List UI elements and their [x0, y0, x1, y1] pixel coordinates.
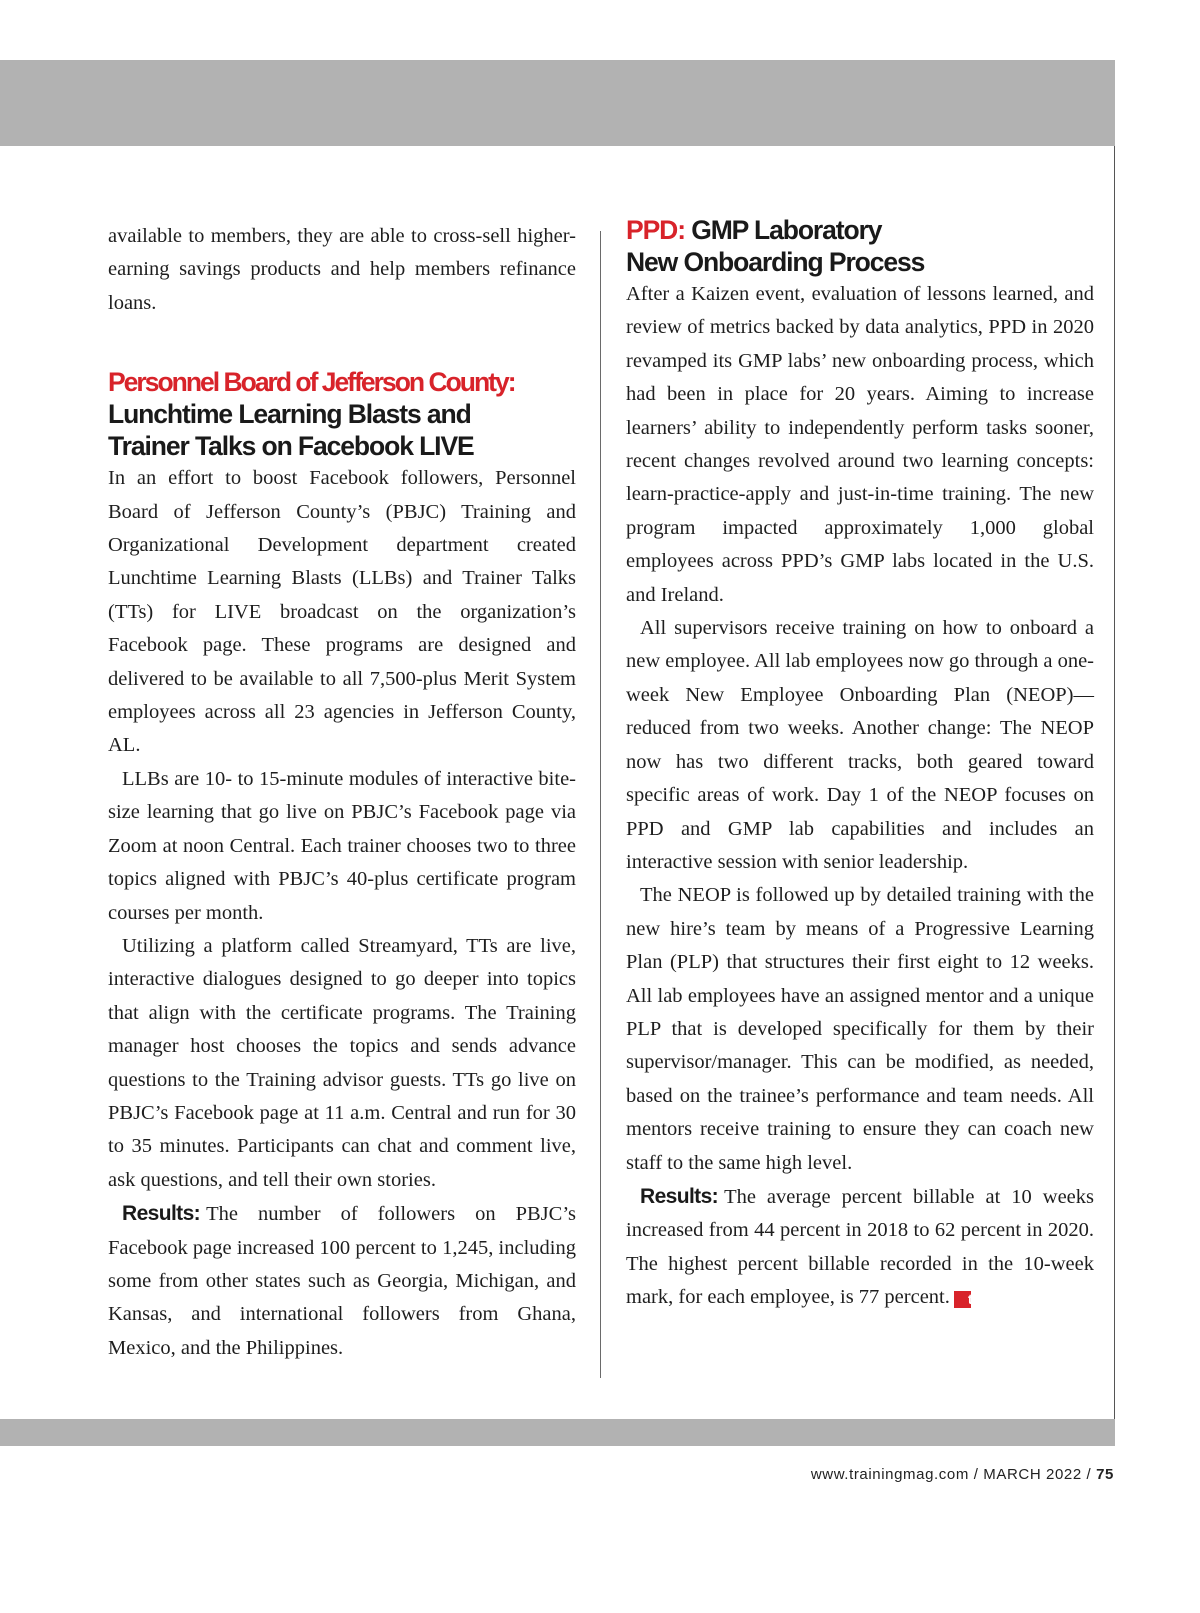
right-heading-line-1: GMP Laboratory [691, 215, 882, 245]
right-organization-name: PPD: [626, 215, 685, 245]
right-paragraph-2: All supervisors receive training on how to onboard a new employee. All lab employees now go through a one-week New Employee Onboarding Plan (NEOP)—reduced from two weeks. Another change: The NEOP now has two different tracks, both geared toward specific areas of work. Day 1 of the NEOP focuses on PPD and GMP lab capabilities and includes an interactive session with senior leadership. [626, 617, 1094, 873]
left-column [108, 220, 576, 1365]
page-number: 75 [1096, 1466, 1114, 1483]
right-results-text: The average percent billable at 10 weeks increased from 44 percent in 2018 to 62 percent in 2020. The highest percent billable recorded in the 10-week mark, for each employee, is 77 percent. [626, 1185, 1094, 1309]
end-of-article-icon: t [954, 1291, 971, 1308]
left-section-heading [108, 366, 576, 462]
right-paragraph-3: The NEOP is followed up by detailed training with the new hire’s team by means of a Progressive Learning Plan (PLP) that structures their first eight to 12 weeks. All lab employees have an assigned mentor and a unique PLP that is developed specifically for them by their supervisor/manager. This can be modified, as needed, based on the trainee’s performance and team needs. All mentors receive training to ensure they can coach new staff to the same high level. [626, 884, 1094, 1174]
right-results-paragraph [626, 1180, 1094, 1315]
right-section-heading [626, 214, 1094, 278]
column-divider [600, 231, 601, 1378]
left-results-paragraph [108, 1197, 576, 1365]
footer-site-and-issue: www.trainingmag.com / MARCH 2022 / [810, 1466, 1092, 1483]
right-paragraph-1: After a Kaizen event, evaluation of lessons learned, and review of metrics backed by data analytics, PPD in 2020 revamped its GMP labs’ new onboarding process, which had been in place for 20 years. Aiming to increase learners’ ability to independently perform tasks sooner, recent changes revolved around two learning concepts: learn-practice-apply and just-in-time training. The new program impacted approximately 1,000 global employees across PPD’s GMP labs located in the U.S. and Ireland. [626, 283, 1094, 606]
left-paragraph-3: Utilizing a platform called Streamyard, TTs are live, interactive dialogues designed to go deeper into topics that align with the certificate programs. The Training manager host chooses the topics and sends advance questions to the Training advisor guests. TTs go live on PBJC’s Facebook page at 11 a.m. Central and run for 30 to 35 minutes. Participants can chat and comment live, ask questions, and tell their own stories. [108, 934, 576, 1191]
top-gray-band [0, 60, 1115, 146]
bottom-gray-band [0, 1419, 1115, 1446]
page-footer [811, 1466, 1114, 1483]
left-paragraph-2: LLBs are 10- to 15-minute modules of interactive bite-size learning that go live on PBJC’s Facebook page via Zoom at noon Central. Each trainer chooses two to three topics aligned with PBJC’s 40-plus certificate program courses per month. [108, 767, 576, 924]
right-results-label: Results: [640, 1184, 719, 1208]
left-intro-paragraph: available to members, they are able to cross-sell higher-earning savings products and help members refinance loans. [108, 225, 576, 314]
left-organization-name: Personnel Board of Jefferson County: [108, 367, 515, 398]
left-heading-line-1: Lunchtime Learning Blasts and [108, 399, 471, 430]
left-paragraph-1: In an effort to boost Facebook followers, Personnel Board of Jefferson County’s (PBJC) Training and Organizational Development department created Lunchtime Learning Blasts (LLBs) and Trainer Talks (TTs) for LIVE broadcast on the organization’s Facebook page. These programs are designed and delivered to be available to all 7,500-plus Merit System employees across all 23 agencies in Jefferson County, AL. [108, 467, 576, 757]
right-heading-line-2: New Onboarding Process [626, 247, 925, 277]
right-column [626, 215, 1094, 1315]
left-results-text: The number of followers on PBJC’s Facebook page increased 100 percent to 1,245, including some from other states such as Georgia, Michigan, and Kansas, and international followers from Ghana, Mexico, and the Philippines. [108, 1203, 576, 1359]
left-heading-line-2: Trainer Talks on Facebook LIVE [108, 431, 474, 462]
left-results-label: Results: [122, 1202, 201, 1226]
page-frame-right-rule [1114, 146, 1115, 1419]
